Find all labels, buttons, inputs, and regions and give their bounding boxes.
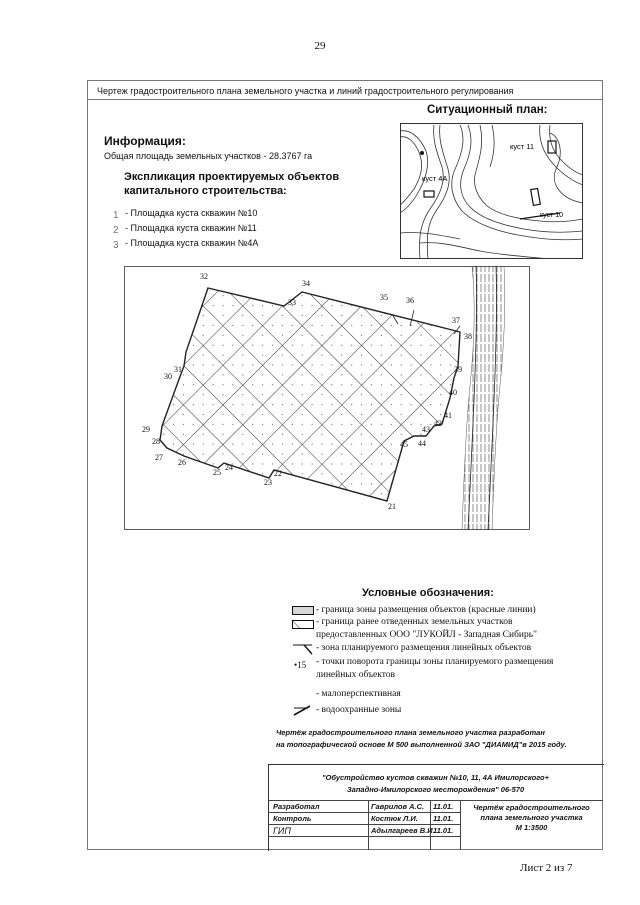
explication-item-2-num: 2	[113, 225, 119, 236]
point-label-29: 29	[142, 425, 150, 434]
point-label-30: 30	[164, 372, 172, 381]
legend-symbol-water-zone	[292, 704, 314, 716]
tb-name-1: Гаврилов А.С.	[371, 802, 425, 811]
legend-symbol-previous-plots	[292, 620, 314, 629]
explication-title-line1: Экспликация проектируемых объектов	[124, 171, 340, 183]
info-title: Информация:	[104, 134, 186, 148]
legend-marker-point: •15	[294, 660, 307, 670]
tb-date-1: 11.01.	[433, 802, 454, 811]
legend-text-4a: - точки поворота границы зоны планируемого размещения	[316, 657, 554, 667]
point-label-26: 26	[178, 458, 186, 467]
explication-item-3-text: - Площадка куста скважин №4А	[125, 238, 259, 248]
point-label-42: 42	[434, 419, 442, 428]
legend-text-3: - зона планируемого размещения линейных объектов	[316, 643, 532, 653]
situation-label-kust11: куст 11	[510, 142, 535, 151]
point-label-40: 40	[449, 388, 457, 397]
point-label-38: 38	[464, 332, 472, 341]
point-label-22: 22	[274, 469, 282, 478]
legend-text-6: - водоохранные зоны	[316, 705, 402, 715]
tb-line-3	[268, 824, 460, 825]
tb-sheet-line3: М 1:3500	[515, 823, 548, 832]
tb-project-line1: "Обустройство кустов скважин №10, 11, 4А Имилорского+	[321, 773, 550, 782]
legend-text-2a: - граница ранее отведенных земельных участков	[316, 617, 513, 627]
tb-vline-2	[430, 800, 431, 850]
tb-vline-1	[368, 800, 369, 850]
page-number: 29	[314, 40, 326, 52]
point-label-24: 24	[225, 463, 233, 472]
explication-item-1-text: - Площадка куста скважин №10	[125, 208, 258, 218]
point-label-23: 23	[264, 478, 272, 487]
tb-date-2: 11.01.	[433, 814, 454, 823]
point-label-33: 33	[288, 298, 296, 307]
point-label-41: 41	[444, 411, 452, 420]
point-label-34: 34	[302, 279, 310, 288]
header-title: Чертеж градостроительного плана земельного участка и линий градостроительного регулирования	[97, 86, 514, 96]
tb-line-4	[268, 836, 460, 837]
tb-line-2	[268, 812, 460, 813]
tb-sheet-line2: плана земельного участка	[480, 813, 583, 822]
explication-item-2-text: - Площадка куста скважин №11	[125, 223, 257, 233]
explication-title-line2: капитального строительства:	[124, 185, 287, 197]
point-label-27: 27	[155, 453, 163, 462]
point-label-35: 35	[380, 293, 388, 302]
tb-project-line2: Западно-Имилорского месторождения" 06-570	[346, 785, 525, 794]
tb-line-1	[268, 800, 603, 801]
footer-sheet: Лист 2 из 7	[520, 862, 573, 874]
point-label-43: 43	[422, 425, 430, 434]
situation-label-kust4a: куст 4А	[422, 174, 448, 183]
land-plot-plan	[124, 266, 530, 530]
point-label-45: 45	[400, 440, 408, 449]
point-label-31: 31	[174, 365, 182, 374]
tb-name-3: Адылгареев В.И.	[371, 826, 435, 835]
tb-role-1: Разработал	[273, 802, 320, 811]
legend-text-1: - граница зоны размещения объектов (красные линии)	[316, 605, 536, 615]
legend-symbol-boundary	[292, 606, 314, 615]
point-label-25: 25	[213, 468, 221, 477]
note-line1: Чертёж градостроительного плана земельного участка разработан	[276, 728, 545, 737]
situation-plan-title: Ситуационный план:	[427, 104, 548, 116]
header-divider	[87, 99, 603, 100]
point-label-28: 28	[152, 437, 160, 446]
tb-date-3: 11.01.	[433, 826, 454, 835]
legend-symbol-linear-zone	[292, 643, 314, 655]
tb-role-3: ГИП	[273, 826, 291, 836]
legend-text-4b: линейных объектов	[316, 670, 396, 680]
legend-text-2b: предоставленных ООО "ЛУКОЙЛ - Западная Сибирь"	[316, 630, 537, 640]
legend-text-5: - малоперспективная	[316, 689, 401, 699]
tb-name-2: Костюк Л.И.	[371, 814, 418, 823]
situation-map	[400, 123, 583, 259]
note-line2: на топографической основе М 500 выполненной ЗАО "ДИАМИД"в 2015 году.	[276, 740, 567, 749]
explication-item-1-num: 1	[113, 210, 119, 221]
explication-item-3-num: 3	[113, 240, 119, 251]
point-label-21: 21	[388, 502, 396, 511]
legend-title: Условные обозначения:	[362, 587, 494, 599]
point-label-37: 37	[452, 316, 460, 325]
point-label-36: 36	[406, 296, 414, 305]
point-label-32: 32	[200, 272, 208, 281]
situation-label-kust10: куст 10	[540, 212, 563, 219]
point-label-39: 39	[454, 365, 462, 374]
tb-sheet-line1: Чертёж градостроительного	[473, 803, 590, 812]
point-label-44: 44	[418, 439, 426, 448]
info-area-text: Общая площадь земельных участков - 28.3767 га	[104, 151, 313, 161]
tb-role-2: Контроль	[273, 814, 312, 823]
